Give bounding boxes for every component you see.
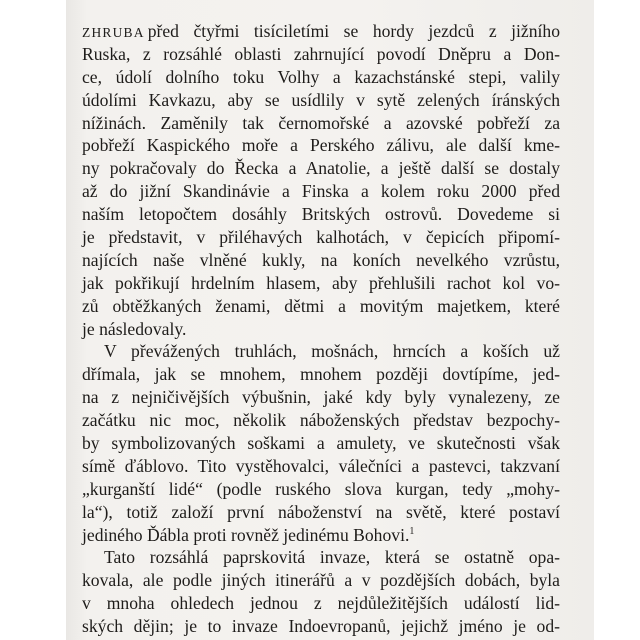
text-line: ce, údolí dolního toku Volhy a kazachstánské stepi, valily xyxy=(82,66,560,87)
text-line: „kurganští lidé“ (podle ruského slova kurgan, tedy „mohy- xyxy=(82,478,560,499)
text-line: na z nejničivějších výbušnin, jaké kdy byly vynalezeny, ze xyxy=(82,387,560,408)
text-line: V převážených truhlách, mošnách, hrncích a koších už xyxy=(104,341,560,362)
text-line: až do jižní Skandinávie a Finska a kolem roku 2000 před xyxy=(82,181,560,202)
text-line: ZHRUBA před čtyřmi tisíciletími se hordy jezdců z jižního xyxy=(82,21,560,41)
text-line: jak pokřikují hrdelním hlasem, aby přehlušili rachot kol vo- xyxy=(82,272,560,293)
text-line: kovala, ale podle jiných itinerářů a v pozdějších dobách, byla xyxy=(82,570,560,591)
text-line: nížinách. Zaměnily tak černomořské a azovské pobřeží za xyxy=(82,112,560,133)
text-line: údolími Kavkazu, aby se usídlily v sytě zelených íránských xyxy=(82,89,560,110)
book-page xyxy=(66,0,594,640)
lead-word: ZHRUBA xyxy=(82,25,145,40)
text-line: ny pokračovaly do Řecka a Anatolie, a ještě další se dostaly xyxy=(82,158,560,179)
text-line: Tato rozsáhlá paprskovitá invaze, která se ostatně opa- xyxy=(104,547,560,568)
footnote-marker: 1 xyxy=(409,525,415,537)
text-line: jediného Ďábla proti rovněž jedinému Bohovi.$^1$ xyxy=(82,524,415,545)
text-line: ských dějin; je to invaze Indoevropanů, jejichž jméno je od- xyxy=(82,616,560,637)
text-line: najících naše vlněné kukly, na koních nevelkého vzrůstu, xyxy=(82,249,560,270)
text-line: naším letopočtem dosáhly Britských ostrovů. Dovedeme si xyxy=(82,204,560,225)
text-line: Ruska, z rozsáhlé oblasti zahrnující povodí Dněpru a Don- xyxy=(82,43,560,64)
text-line: je následovaly. xyxy=(82,318,187,339)
text-line: la“), totiž založí první náboženství na světě, které postaví xyxy=(82,501,560,522)
text-line: pobřeží Kaspického moře a Perského zálivu, ale další kme- xyxy=(82,135,560,156)
page-body-text xyxy=(82,20,560,638)
text-line: zů obtěžkaných ženami, dětmi a movitým majetkem, které xyxy=(82,295,560,316)
text-line: dřímala, jak se mnohem, mnohem později dovtípíme, jed- xyxy=(82,364,560,385)
text-line: v mnoha ohledech jednou z nejdůležitějších událostí lid- xyxy=(82,593,560,614)
text-line: by symbolizovaných soškami a amulety, ve skutečnosti však xyxy=(82,433,560,454)
text-line: je představit, v přiléhavých kalhotách, v čepicích připomí- xyxy=(82,227,560,248)
text-line: símě ďáblovo. Tito vystěhovalci, válečníci a pastevci, takzvaní xyxy=(82,455,560,476)
text-line: začátku nic moc, několik náboženských představ bezpochy- xyxy=(82,410,560,431)
